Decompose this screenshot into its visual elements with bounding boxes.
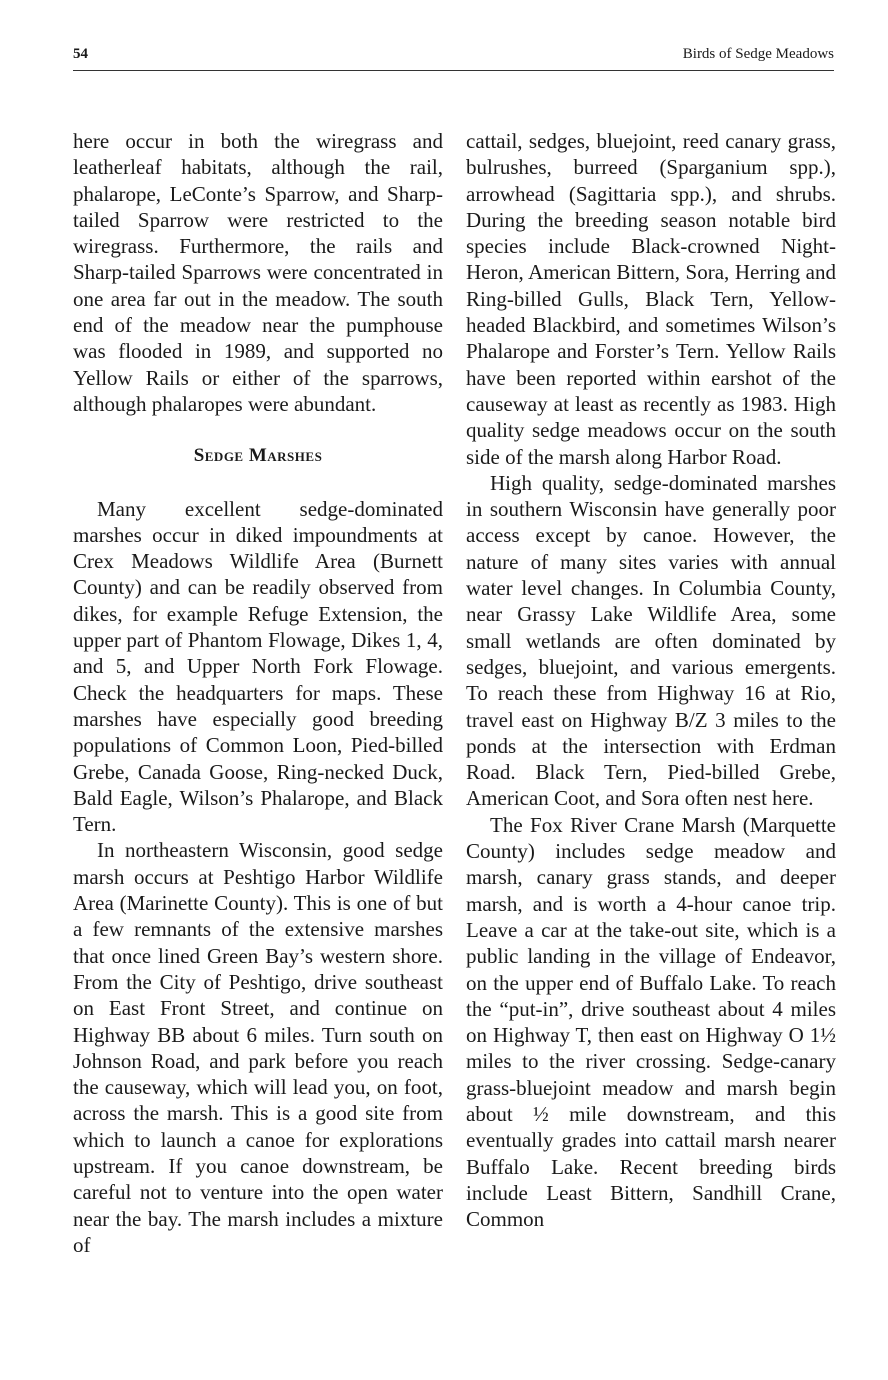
right-column	[466, 128, 836, 1232]
running-head: Birds of Sedge Meadows	[682, 46, 834, 62]
paragraph: High quality, sedge-dominated marshes in southern Wisconsin have generally poor access except by canoe. However, the nature of many sites varies with annual water level changes. In Columbia County, near Grassy Lake Wildlife Area, some small wetlands are often dominated by sedges, bluejoint, and various emergents. To reach these from Highway 16 at Rio, travel east on Highway B/Z 3 miles to the ponds at the intersection with Erdman Road. Black Tern, Pied-billed Grebe, American Coot, and Sora often nest here.	[466, 470, 836, 811]
page-number: 54	[73, 46, 88, 62]
paragraph: here occur in both the wiregrass and leatherleaf habitats, although the rail, phalarope, LeConte’s Sparrow, and Sharp-tailed Sparrow were restricted to the wiregrass. Furthermore, the rails and Sharp-tailed Sparrows were concentrated in one area far out in the meadow. The south end of the meadow near the pumphouse was flooded in 1989, and supported no Yellow Rails or either of the sparrows, although phalaropes were abundant.	[73, 129, 443, 416]
page-header	[73, 46, 834, 71]
section-heading: Sedge Marshes	[193, 445, 323, 467]
paragraph: In northeastern Wisconsin, good sedge marsh occurs at Peshtigo Harbor Wildlife Area (Marinette County). This is one of but a few remnants of the extensive marshes that once lined Green Bay’s western shore. From the City of Peshtigo, drive southeast on East Front Street, and continue on Highway BB about 6 miles. Turn south on Johnson Road, and park before you reach the causeway, which will lead you, on foot, across the marsh. This is a good site from which to launch a canoe for explorations upstream. If you canoe downstream, be careful not to venture into the open water near the bay. The marsh includes a mixture of	[73, 838, 443, 1257]
left-column	[73, 128, 443, 1258]
paragraph: cattail, sedges, bluejoint, reed canary grass, bulrushes, burreed (Sparganium spp.), arrowhead (Sagittaria spp.), and shrubs. During the breeding season notable bird species include Black-crowned Night-Heron, American Bittern, Sora, Herring and Ring-billed Gulls, Black Tern, Yellow-headed Blackbird, and sometimes Wilson’s Phalarope and Forster’s Tern. Yellow Rails have been reported within earshot of the causeway at least as recently as 1983. High quality sedge meadows occur on the south side of the marsh along Harbor Road.	[466, 129, 836, 469]
paragraph: The Fox River Crane Marsh (Marquette County) includes sedge meadow and marsh, canary grass stands, and deeper marsh, and is worth a 4-hour canoe trip. Leave a car at the take-out site, which is a public landing in the village of Endeavor, on the upper end of Buffalo Lake. To reach the “put-in”, drive southeast about 4 miles on Highway T, then east on Highway O 1½ miles to the river crossing. Sedge-canary grass-bluejoint meadow and marsh begin about ½ mile downstream, and this eventually grades into cattail marsh nearer Buffalo Lake. Recent breeding birds include Least Bittern, Sandhill Crane, Common	[466, 812, 836, 1232]
paragraph: Many excellent sedge-dominated marshes occur in diked impoundments at Crex Meadows Wildlife Area (Burnett County) and can be readily observed from dikes, for example Refuge Extension, the upper part of Phantom Flowage, Dikes 1, 4, and 5, and Upper North Fork Flowage. Check the headquarters for maps. These marshes have especially good breeding populations of Common Loon, Pied-billed Grebe, Canada Goose, Ring-necked Duck, Bald Eagle, Wilson’s Phalarope, and Black Tern.	[73, 496, 443, 837]
